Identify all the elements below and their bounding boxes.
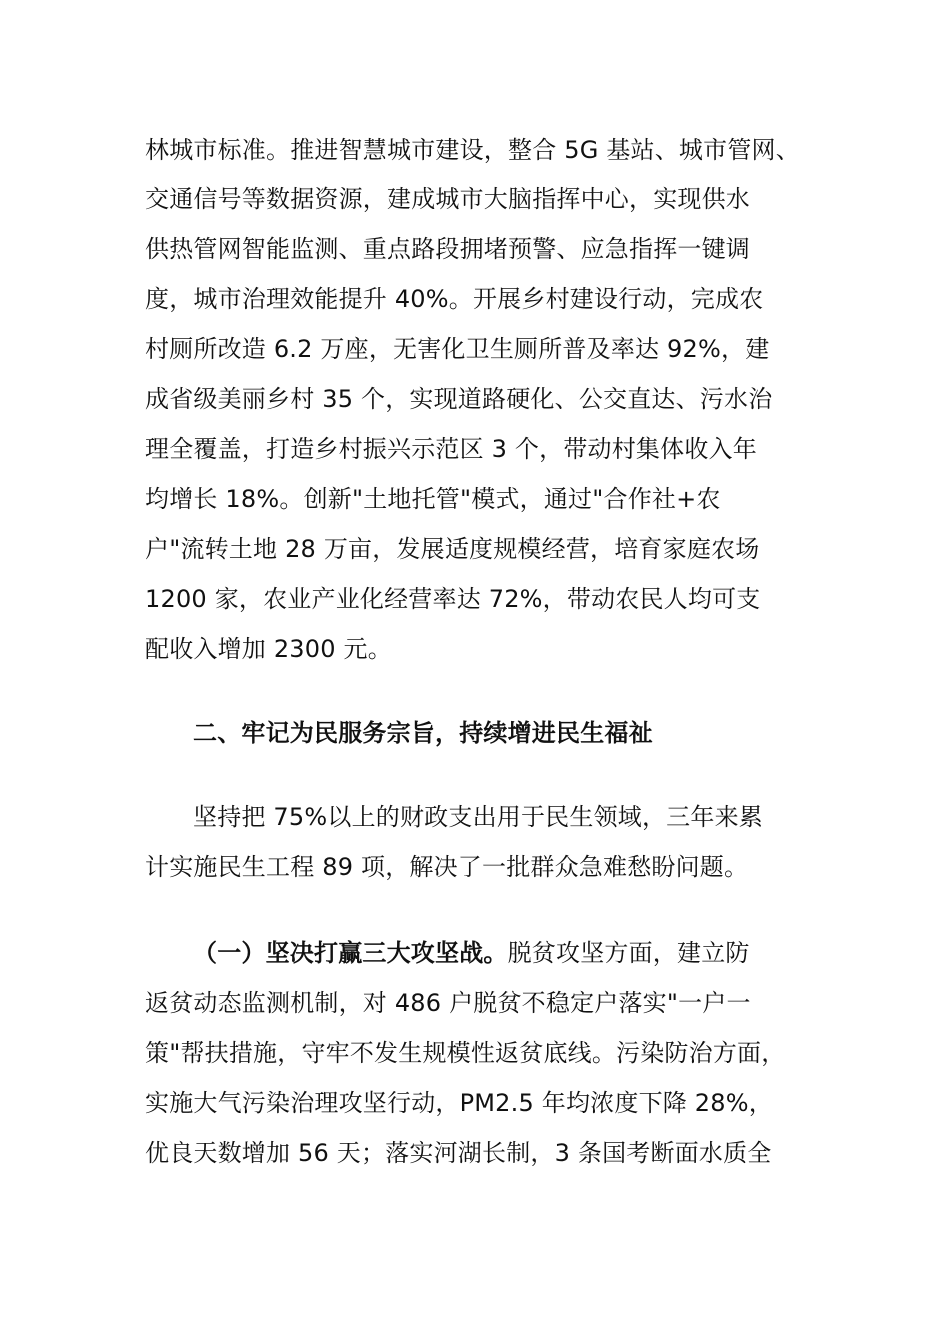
text-line: 户"流转土地 28 万亩，发展适度规模经营，培育家庭农场: [145, 535, 760, 563]
text-line: 理全覆盖，打造乡村振兴示范区 3 个，带动村集体收入年: [145, 435, 757, 463]
text-run: 脱贫攻坚方面，建立防: [507, 939, 750, 967]
text-line: 实施大气污染治理攻坚行动，PM2.5 年均浓度下降 28%，: [145, 1089, 773, 1117]
text-line: [193, 938, 750, 968]
text-line: 返贫动态监测机制，对 486 户脱贫不稳定户落实"一户一: [145, 989, 751, 1017]
text-line: 林城市标准。推进智慧城市建设，整合 5G 基站、城市管网、: [145, 136, 800, 164]
text-line: 村厕所改造 6.2 万座，无害化卫生厕所普及率达 92%，建: [145, 335, 770, 363]
text-line: 计实施民生工程 89 项，解决了一批群众急难愁盼问题。: [145, 853, 749, 881]
text-line: 策"帮扶措施，守牢不发生规模性返贫底线。污染防治方面，: [145, 1039, 786, 1067]
text-line: 坚持把 75%以上的财政支出用于民生领域，三年来累: [193, 803, 763, 831]
text-line: 供热管网智能监测、重点路段拥堵预警、应急指挥一键调: [145, 235, 750, 263]
subsection-heading: （一）坚决打赢三大攻坚战。: [193, 939, 508, 967]
text-line: 配收入增加 2300 元。: [145, 635, 392, 663]
text-line: 成省级美丽乡村 35 个，实现道路硬化、公交直达、污水治: [145, 385, 773, 413]
text-line: 均增长 18%。创新"土地托管"模式，通过"合作社+农: [145, 485, 721, 513]
text-line: 1200 家，农业产业化经营率达 72%，带动农民人均可支: [145, 585, 761, 613]
text-line: 优良天数增加 56 天；落实河湖长制，3 条国考断面水质全: [145, 1139, 772, 1167]
text-line: 度，城市治理效能提升 40%。开展乡村建设行动，完成农: [145, 285, 764, 313]
text-line: 交通信号等数据资源，建成城市大脑指挥中心，实现供水: [145, 185, 750, 213]
section-heading: 二、牢记为民服务宗旨，持续增进民生福祉: [193, 719, 653, 747]
